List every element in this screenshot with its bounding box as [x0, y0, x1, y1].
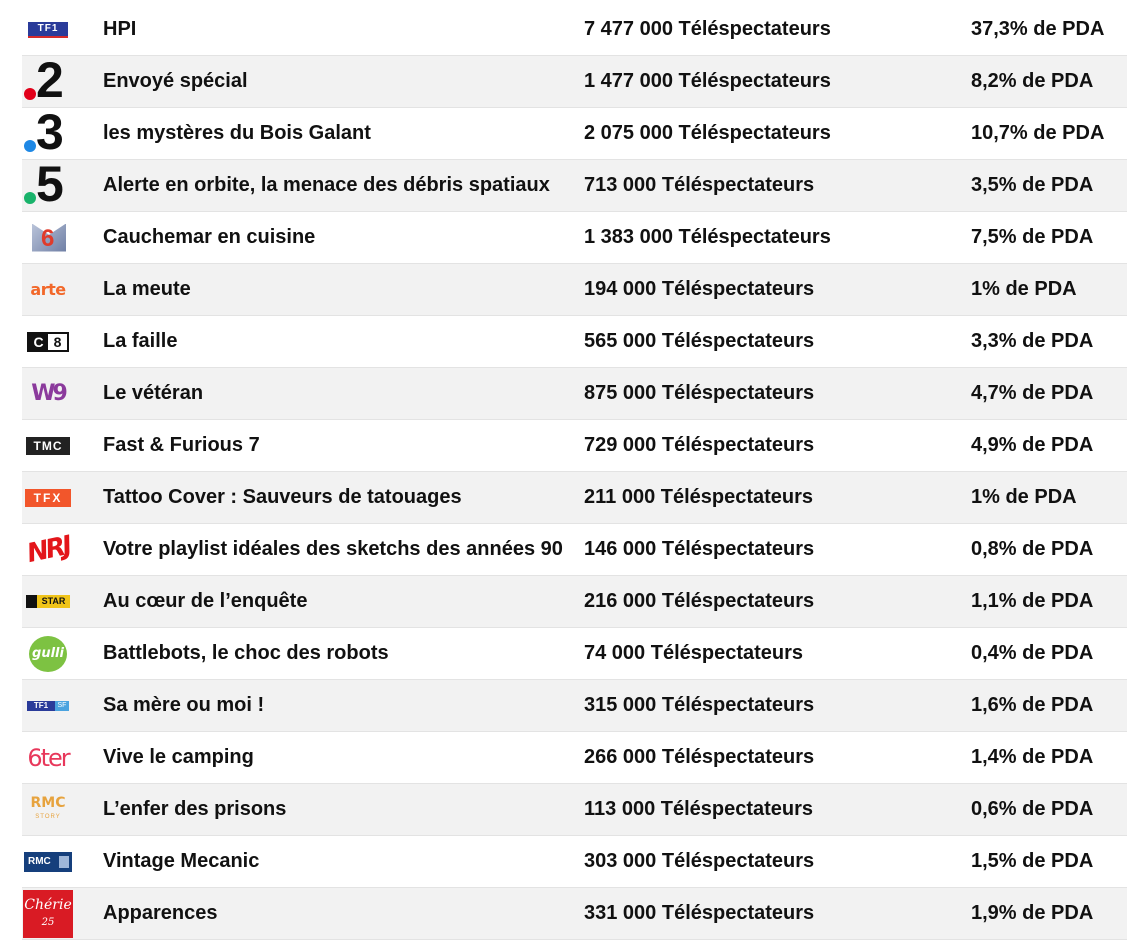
france2-logo: 2: [22, 56, 74, 107]
viewers-count: 7 477 000 Téléspectateurs: [584, 18, 831, 40]
audience-share: 1,6% de PDA: [971, 694, 1094, 716]
audience-share: 8,2% de PDA: [971, 70, 1094, 92]
program-title: Battlebots, le choc des robots: [103, 642, 389, 664]
viewers-count: 565 000 Téléspectateurs: [584, 330, 815, 352]
program-title: Envoyé spécial: [103, 70, 248, 92]
viewers-count: 216 000 Téléspectateurs: [584, 590, 815, 612]
program-title: Au cœur de l’enquête: [103, 590, 308, 612]
6ter-logo: 6ter: [27, 743, 69, 772]
france5-logo: 5: [22, 160, 74, 211]
tf1-logo: TF1: [22, 4, 74, 55]
arte-logo: arte: [30, 280, 66, 299]
audience-table: [22, 4, 1127, 940]
table-row: [22, 524, 1127, 576]
program-title: La meute: [103, 278, 191, 300]
c8-logo: C 8: [22, 316, 74, 367]
viewers-count: 1 477 000 Téléspectateurs: [584, 70, 831, 92]
rmc-decouverte-logo: RMC: [22, 836, 74, 887]
viewers-count: 315 000 Téléspectateurs: [584, 694, 815, 716]
program-title: Fast & Furious 7: [103, 434, 260, 456]
audience-share: 37,3% de PDA: [971, 18, 1105, 40]
audience-share: 3,5% de PDA: [971, 174, 1094, 196]
program-title: Tattoo Cover : Sauveurs de tatouages: [103, 486, 462, 508]
program-title: Alerte en orbite, la menace des débris spatiaux: [103, 174, 550, 196]
nrj12-logo: NRJ: [24, 530, 72, 569]
audience-share: 1,5% de PDA: [971, 850, 1094, 872]
viewers-count: 1 383 000 Téléspectateurs: [584, 226, 831, 248]
table-row: [22, 51, 1127, 108]
viewers-count: 713 000 Téléspectateurs: [584, 174, 815, 196]
table-row: [22, 784, 1127, 836]
viewers-count: 2 075 000 Téléspectateurs: [584, 122, 831, 144]
table-row: [22, 4, 1127, 56]
table-row: [22, 680, 1127, 732]
table-row: [22, 888, 1127, 940]
program-title: Votre playlist idéales des sketchs des années 90: [103, 538, 563, 560]
viewers-count: 875 000 Téléspectateurs: [584, 382, 815, 404]
program-title: Cauchemar en cuisine: [103, 226, 316, 248]
tfx-logo: TFX: [22, 472, 74, 523]
audience-share: 3,3% de PDA: [971, 330, 1094, 352]
w9-logo: W9: [31, 381, 65, 406]
tf1-series-films-logo: TF1 SF: [22, 680, 74, 731]
table-row: [22, 155, 1127, 212]
viewers-count: 303 000 Téléspectateurs: [584, 850, 815, 872]
viewers-count: 194 000 Téléspectateurs: [584, 278, 815, 300]
table-row: [22, 472, 1127, 524]
viewers-count: 74 000 Téléspectateurs: [584, 642, 804, 664]
program-title: Sa mère ou moi !: [103, 694, 265, 716]
audience-share: 4,9% de PDA: [971, 434, 1094, 456]
viewers-count: 146 000 Téléspectateurs: [584, 538, 815, 560]
program-title: Apparences: [103, 902, 218, 924]
program-title: Vintage Mecanic: [103, 850, 260, 872]
cherie25-logo: Chérie 25: [22, 888, 74, 939]
program-title: L’enfer des prisons: [103, 798, 287, 820]
table-row: [22, 316, 1127, 368]
audience-share: 1% de PDA: [971, 278, 1077, 300]
viewers-count: 729 000 Téléspectateurs: [584, 434, 815, 456]
cstar-logo: STAR: [22, 576, 74, 627]
viewers-count: 211 000 Téléspectateurs: [584, 486, 814, 508]
audience-share: 0,6% de PDA: [971, 798, 1094, 820]
audience-share: 1,1% de PDA: [971, 590, 1094, 612]
program-title: Le vétéran: [103, 382, 204, 404]
audience-share: 1,9% de PDA: [971, 902, 1094, 924]
table-row: [22, 732, 1127, 784]
program-title: les mystères du Bois Galant: [103, 122, 371, 144]
table-row: [22, 576, 1127, 628]
table-row: [22, 628, 1127, 680]
program-title: La faille: [103, 330, 178, 352]
audience-share: 1,4% de PDA: [971, 746, 1094, 768]
audience-share: 10,7% de PDA: [971, 122, 1105, 144]
audience-share: 4,7% de PDA: [971, 382, 1094, 404]
table-row: [22, 103, 1127, 160]
viewers-count: 113 000 Téléspectateurs: [584, 798, 814, 820]
table-row: [22, 368, 1127, 420]
viewers-count: 331 000 Téléspectateurs: [584, 902, 815, 924]
m6-logo: 6: [22, 212, 74, 263]
audience-share: 0,8% de PDA: [971, 538, 1094, 560]
tmc-logo: TMC: [22, 420, 74, 471]
program-title: HPI: [103, 18, 137, 40]
program-title: Vive le camping: [103, 746, 254, 768]
france3-logo: 3: [22, 108, 74, 159]
table-row: [22, 212, 1127, 264]
viewers-count: 266 000 Téléspectateurs: [584, 746, 815, 768]
table-row: [22, 420, 1127, 472]
gulli-logo: gulli: [22, 628, 74, 679]
table-row: [22, 264, 1127, 316]
rmc-story-logo: RMC STORY: [30, 794, 66, 820]
table-row: [22, 836, 1127, 888]
audience-share: 0,4% de PDA: [971, 642, 1094, 664]
audience-share: 7,5% de PDA: [971, 226, 1094, 248]
audience-share: 1% de PDA: [971, 486, 1077, 508]
